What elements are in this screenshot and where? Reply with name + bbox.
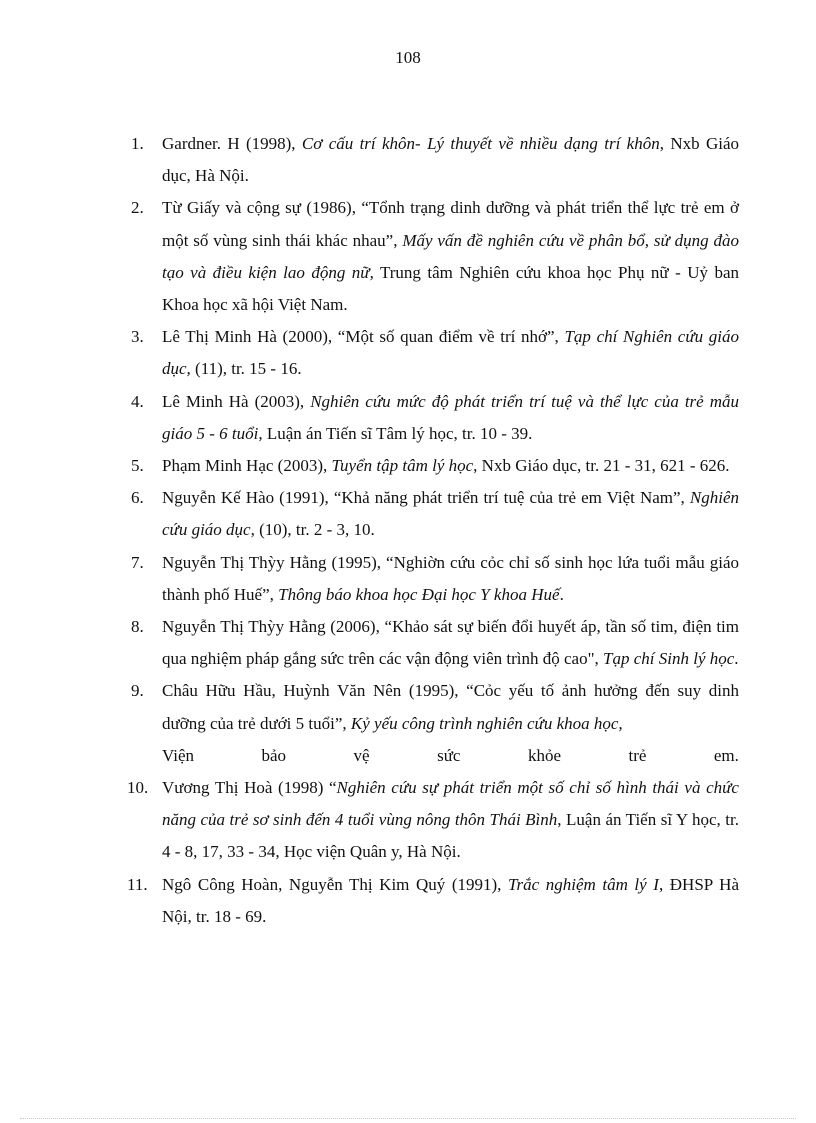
reference-word: Viện	[162, 745, 195, 765]
reference-word: em.	[713, 745, 739, 765]
reference-title: Kỷ yếu công trình nghiên cứu khoa học,	[350, 713, 623, 733]
reference-number: 9.	[131, 681, 144, 701]
reference-text	[162, 386, 739, 450]
reference-item	[127, 869, 739, 933]
reference-number: 8.	[131, 617, 144, 637]
reference-segment: .	[734, 649, 739, 669]
reference-text	[162, 450, 739, 482]
reference-word: bảo	[261, 745, 287, 765]
reference-segment: Gardner. H (1998),	[162, 134, 302, 153]
reference-word: sức	[437, 745, 461, 765]
reference-word: trẻ	[628, 745, 647, 765]
reference-text	[162, 772, 739, 869]
reference-title: Nghiên cứu giáo dục	[162, 488, 739, 540]
reference-number: 6.	[131, 488, 144, 508]
reference-text	[162, 192, 739, 321]
reference-text	[162, 482, 739, 546]
reference-item	[131, 321, 739, 385]
reference-spaced-line	[162, 740, 739, 772]
reference-segment: , ĐHSP Hà Nội, tr. 18 - 69.	[162, 874, 739, 926]
reference-title: Tạp chí Sinh lý học	[603, 649, 735, 669]
reference-segment: Trung tâm Nghiên cứu khoa học Phụ nữ - Uỷ ban Khoa học xã hội Việt Nam.	[162, 262, 739, 315]
reference-title: Mấy vấn đề nghiên cứu về phân bổ, sử dụng đào tạo và điều kiện lao động nữ,	[162, 230, 739, 282]
page-bottom-divider	[20, 1118, 796, 1119]
reference-segment: , Nxb Giáo dục, Hà Nội.	[162, 134, 740, 186]
reference-number: 3.	[131, 327, 144, 347]
reference-segment: Từ Giấy và cộng sự (1986), “Tổnh trạng dinh dưỡng và phát triển thể lực trẻ em ở một số vùng sinh thái khác nhau”,	[162, 198, 739, 250]
reference-segment: , Nxb Giáo dục, tr. 21 - 31, 621 - 626.	[473, 456, 730, 476]
reference-item	[127, 772, 739, 869]
page-number: 108	[395, 48, 421, 67]
reference-number: 1.	[131, 134, 144, 153]
reference-word: vệ	[353, 745, 370, 765]
reference-segment: (11), tr. 15 - 16.	[190, 359, 302, 379]
reference-segment: .	[559, 584, 564, 604]
reference-item	[131, 128, 739, 192]
reference-number: 10.	[127, 778, 149, 798]
reference-text	[162, 128, 739, 192]
reference-number: 2.	[131, 198, 144, 218]
reference-text	[162, 611, 739, 675]
reference-segment: Vương Thị Hoà (1998) “	[162, 778, 337, 798]
reference-title: Trắc nghiệm tâm lý I	[507, 874, 659, 894]
reference-item	[131, 450, 739, 482]
reference-item	[131, 675, 739, 772]
reference-title: Cơ cấu trí khôn- Lý thuyết về nhiều dạng trí khôn	[301, 134, 660, 153]
reference-text	[162, 675, 739, 739]
reference-segment: , Luận án Tiến sĩ Y học, tr. 4 - 8, 17, 33 - 34, Học viện Quân y, Hà Nội.	[162, 810, 739, 862]
reference-list	[127, 128, 740, 933]
reference-segment: Phạm Minh Hạc (2003),	[162, 456, 332, 476]
reference-item	[131, 482, 739, 546]
reference-title: Nghiên cứu sự phát triển một số chỉ số hình thái và chức năng của trẻ sơ sinh đến 4 tuổi vùng nông thôn Thái Bình	[162, 778, 739, 830]
reference-title: Tạp chí Nghiên cứu giáo dục,	[162, 327, 739, 379]
reference-segment: Nguyễn Kế Hào (1991), “Khả năng phát triển trí tuệ của trẻ em Việt Nam”,	[162, 488, 690, 508]
reference-title: Nghiên cứu mức độ phát triển trí tuệ và thể lực của trẻ mẫu giáo 5 - 6 tuổi,	[162, 391, 739, 443]
reference-item	[131, 611, 739, 675]
reference-segment: Lê Minh Hà (2003),	[162, 391, 311, 411]
reference-word: khỏe	[527, 745, 561, 765]
reference-title: Tuyển tập tâm lý học	[331, 456, 474, 476]
reference-segment: Ngô Công Hoàn, Nguyễn Thị Kim Quý (1991),	[162, 874, 508, 894]
reference-segment: Nguyễn Thị Thỳy Hằng (1995), “Nghiờn cứu cỏc chỉ số sinh học lứa tuổi mẫu giáo thành phố Huế”,	[162, 552, 739, 604]
reference-text	[162, 547, 739, 611]
reference-number: 11.	[127, 874, 148, 894]
reference-text	[162, 869, 739, 933]
reference-number: 5.	[131, 456, 144, 476]
reference-text	[162, 321, 739, 385]
reference-segment: , (10), tr. 2 - 3, 10.	[250, 520, 375, 540]
reference-segment: Luận án Tiến sĩ Tâm lý học, tr. 10 - 39.	[262, 423, 533, 443]
reference-title: Thông báo khoa học Đại học Y khoa Huế	[278, 584, 560, 604]
reference-item	[131, 547, 739, 611]
reference-segment: Nguyễn Thị Thỳy Hằng (2006), “Khảo sát sự biến đổi huyết áp, tần số tim, điện tim qua nghiệm pháp gắng sức trên các vận động viên trình độ cao",	[162, 617, 739, 669]
reference-item	[131, 192, 739, 321]
reference-number: 7.	[131, 552, 144, 572]
reference-segment: Lê Thị Minh Hà (2000), “Một số quan điểm về trí nhớ”,	[162, 327, 565, 347]
reference-number: 4.	[131, 391, 144, 411]
reference-item	[131, 386, 739, 450]
reference-segment: Châu Hữu Hầu, Huỳnh Văn Nên (1995), “Cỏc yếu tố ảnh hưởng đến suy dinh dưỡng của trẻ dưới 5 tuổi”,	[162, 681, 739, 733]
